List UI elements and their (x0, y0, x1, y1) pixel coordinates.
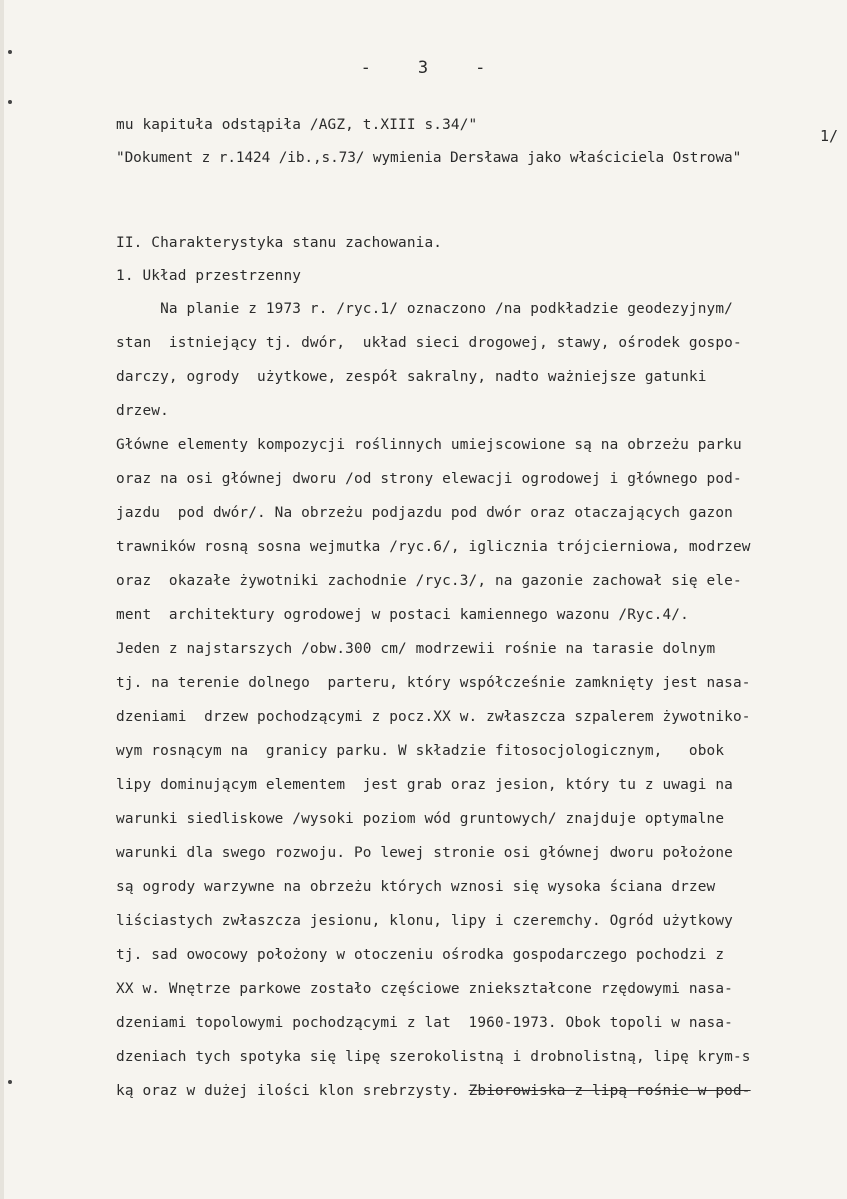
footnote-mark: 1/ (820, 127, 839, 145)
text-line: oraz okazałe żywotniki zachodnie /ryc.3/, na gazonie zachował się ele- (116, 573, 742, 589)
paragraph-tail-source (116, 1120, 117, 1121)
text-line: jazdu pod dwór/. Na obrzeżu podjazdu pod dwór oraz otaczających gazon (116, 505, 733, 521)
text-line: drzew. (116, 403, 169, 419)
text-line: wym rosnącym na granicy parku. W składzie fitosocjologicznym, obok (116, 743, 725, 759)
struck-text: Zbiorowiska z lipą rośnie w pod- (468, 1083, 751, 1099)
intro-line: "Dokument z r.1424 /ib.,s.73/ wymienia Dersława jako właściciela Ostrowa" (116, 150, 742, 166)
text-line: XX w. Wnętrze parkowe zostało częściowe zniekształcone rzędowymi nasa- (116, 981, 733, 997)
text-line: Główne elementy kompozycji roślinnych umiejscowione są na obrzeżu parku (116, 437, 742, 453)
text-line: warunki dla swego rozwoju. Po lewej stronie osi głównej dworu położone (116, 845, 733, 861)
text-line: lipy dominującym elementem jest grab oraz jesion, który tu z uwagi na (116, 777, 733, 793)
text-line: Na planie z 1973 r. /ryc.1/ oznaczono /na podkładzie geodezyjnym/ (116, 301, 733, 317)
text-line: ment architektury ogrodowej w postaci kamiennego wazonu /Ryc.4/. (116, 607, 689, 623)
text-segment: ką oraz w dużej ilości klon srebrzysty. (116, 1083, 469, 1099)
text-line: Jeden z najstarszych /obw.300 cm/ modrzewii rośnie na tarasie dolnym (116, 641, 716, 657)
text-line: dzeniami topolowymi pochodzącymi z lat 1960-1973. Obok topoli w nasa- (116, 1015, 733, 1031)
intro-line: mu kapituła odstąpiła /AGZ, t.XIII s.34/" (116, 117, 478, 133)
text-line: tj. sad owocowy położony w otoczeniu ośrodka gospodarczego pochodzi z (116, 947, 725, 963)
text-line: liściastych zwłaszcza jesionu, klonu, lipy i czeremchy. Ogród użytkowy (116, 913, 733, 929)
page-number-dash-left: - (360, 58, 372, 78)
text-line: oraz na osi głównej dworu /od strony elewacji ogrodowej i głównego pod- (116, 471, 742, 487)
text-line: warunki siedliskowe /wysoki poziom wód gruntowych/ znajduje optymalne (116, 811, 725, 827)
margin-mark (8, 1080, 12, 1084)
text-line: są ogrody warzywne na obrzeżu których wznosi się wysoka ściana drzew (116, 879, 716, 895)
section-subheading: 1. Układ przestrzenny (116, 268, 302, 284)
text-line-last (116, 1083, 751, 1099)
page-number-value: 3 (417, 58, 430, 78)
margin-mark (8, 100, 12, 104)
paper-edge (0, 0, 4, 1199)
page-number (0, 58, 847, 78)
text-line: darczy, ogrody użytkowe, zespół sakralny, nadto ważniejsze gatunki (116, 369, 707, 385)
margin-mark (8, 50, 12, 54)
section-heading: II. Charakterystyka stanu zachowania. (116, 235, 443, 251)
text-line: dzeniami drzew pochodzącymi z pocz.XX w. zwłaszcza szpalerem żywotniko- (116, 709, 751, 725)
page-number-dash-right: - (475, 58, 487, 78)
text-line: tj. na terenie dolnego parteru, który współcześnie zamknięty jest nasa- (116, 675, 751, 691)
text-line: dzeniach tych spotyka się lipę szerokolistną i drobnolistną, lipę krym-s (116, 1049, 751, 1065)
text-line: trawników rosną sosna wejmutka /ryc.6/, iglicznia trójcierniowa, modrzew (116, 539, 751, 555)
text-line: stan istniejący tj. dwór, układ sieci drogowej, stawy, ośrodek gospo- (116, 335, 742, 351)
